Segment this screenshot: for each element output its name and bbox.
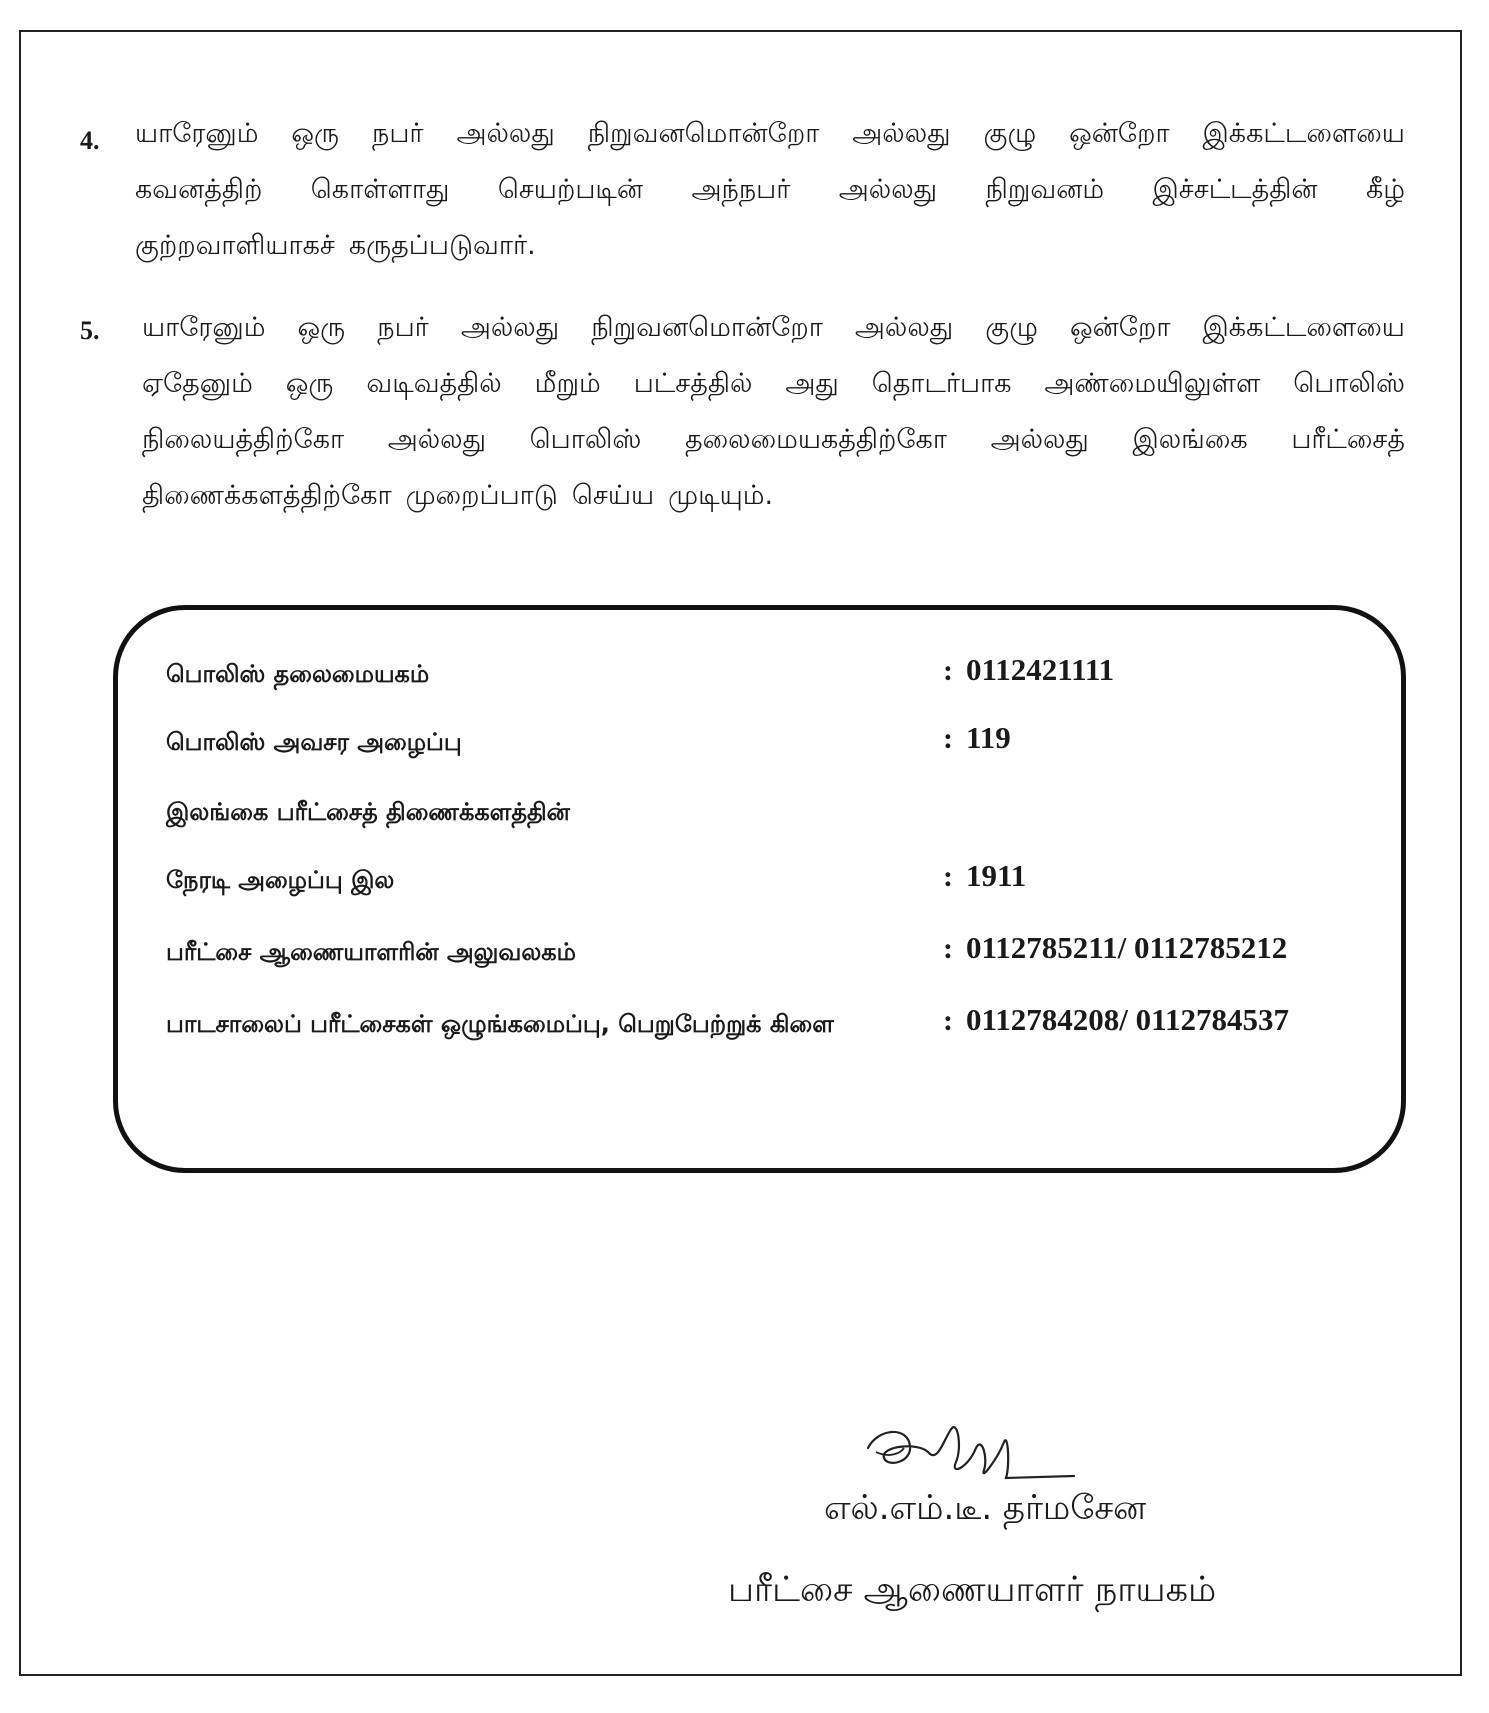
contact-colon: : <box>943 932 953 965</box>
clause-line <box>142 312 1405 368</box>
word: திணைக்களத்திற்கோ <box>142 480 392 511</box>
word: செய்ய <box>571 480 655 511</box>
word: அல்லது <box>387 424 487 455</box>
word: பரீட்சைத் <box>1291 424 1405 455</box>
clause-text <box>135 118 1405 286</box>
word: இக்கட்டளையை <box>1202 312 1405 343</box>
word: கொள்ளாது <box>310 174 450 205</box>
word: ஒரு <box>285 368 334 399</box>
clause-line <box>135 174 1405 230</box>
contact-label: பொலிஸ் அவசர அழைப்பு <box>166 728 462 756</box>
word: யாரேனும் <box>135 118 259 149</box>
word: குழு <box>985 312 1038 343</box>
word: ஏதேனும் <box>142 368 253 399</box>
word: கவனத்திற் <box>135 174 263 205</box>
contact-label: பரீட்சை ஆணையாளரின் அலுவலகம் <box>166 938 576 966</box>
contact-row <box>166 928 1366 978</box>
word: இலங்கை <box>1132 424 1248 455</box>
word: யாரேனும் <box>142 312 266 343</box>
word: குற்றவாளியாகச் <box>135 230 335 261</box>
clause-line <box>135 118 1405 174</box>
signatory-name: எல்.எம்.டீ. தர்மசேன <box>824 1488 1147 1528</box>
word: அது <box>785 368 839 399</box>
word: ஒரு <box>297 312 346 343</box>
word: அல்லது <box>838 174 938 205</box>
clause-text <box>142 312 1405 536</box>
contact-phone: 0112784208/ 0112784537 <box>966 1002 1289 1037</box>
word: தலைமையகத்திற்கோ <box>685 424 947 455</box>
word: அந்நபர் <box>691 174 791 205</box>
contact-colon: : <box>943 1004 953 1037</box>
word: ஒன்றோ <box>1069 118 1170 149</box>
word: நிறுவனம் <box>985 174 1105 205</box>
contact-phone: 0112785211/ 0112785212 <box>966 930 1288 965</box>
contact-phone: 119 <box>966 720 1011 755</box>
word: பொலிஸ் <box>1293 368 1405 399</box>
word: அல்லது <box>852 118 951 149</box>
contact-row <box>166 1000 1366 1050</box>
contact-row <box>166 650 1366 700</box>
word: பட்சத்தில் <box>633 368 753 399</box>
clause-line <box>142 424 1405 480</box>
word: முறைப்பாடு <box>405 480 558 511</box>
word: ஒரு <box>291 118 340 149</box>
clause-number: 5. <box>80 316 100 345</box>
word: முடியும். <box>668 480 774 511</box>
word: நபர் <box>372 118 424 149</box>
word: இக்கட்டளையை <box>1202 118 1405 149</box>
word: குழு <box>983 118 1037 149</box>
word: இச்சட்டத்தின் <box>1152 174 1318 205</box>
clause-line <box>142 368 1405 424</box>
contact-label: பொலிஸ் தலைமையகம் <box>166 660 430 688</box>
contact-row <box>166 856 1366 906</box>
word: வடிவத்தில் <box>366 368 502 399</box>
contact-phone: 0112421111 <box>966 652 1115 687</box>
contact-phone: 1911 <box>966 858 1027 893</box>
word: அல்லது <box>854 312 954 343</box>
contact-colon: : <box>943 860 953 893</box>
word: அல்லது <box>456 118 555 149</box>
word: நிலையத்திற்கோ <box>142 424 345 455</box>
word: மீறும் <box>534 368 601 399</box>
word: நிறுவனமொன்றோ <box>587 118 820 149</box>
word: அல்லது <box>990 424 1089 455</box>
word: கீழ் <box>1365 174 1405 205</box>
clause-line <box>135 230 1405 286</box>
contact-label: இலங்கை பரீட்சைத் திணைக்களத்தின் <box>166 798 570 826</box>
contact-row <box>166 788 1366 838</box>
word: தொடர்பாக <box>871 368 1012 399</box>
contact-colon: : <box>943 654 953 687</box>
word: பொலிஸ் <box>529 424 642 455</box>
signatory-title: பரீட்சை ஆணையாளர் நாயகம் <box>728 1570 1217 1610</box>
word: செயற்படின் <box>497 174 644 205</box>
word: ஒன்றோ <box>1070 312 1171 343</box>
word: கருதப்படுவார். <box>348 230 536 261</box>
contact-colon: : <box>943 722 953 755</box>
contact-row <box>166 718 1366 768</box>
contact-label: பாடசாலைப் பரீட்சைகள் ஒழுங்கமைப்பு, பெறுபேற்றுக் கிளை <box>166 1010 834 1038</box>
clause-line <box>142 480 1405 536</box>
contact-box <box>113 605 1406 1173</box>
word: நபர் <box>377 312 429 343</box>
contact-label: நேரடி அழைப்பு இல <box>166 866 395 894</box>
word: அண்மையிலுள்ள <box>1044 368 1261 399</box>
word: நிறுவனமொன்றோ <box>591 312 823 343</box>
clause-number: 4. <box>80 126 100 155</box>
word: அல்லது <box>460 312 560 343</box>
